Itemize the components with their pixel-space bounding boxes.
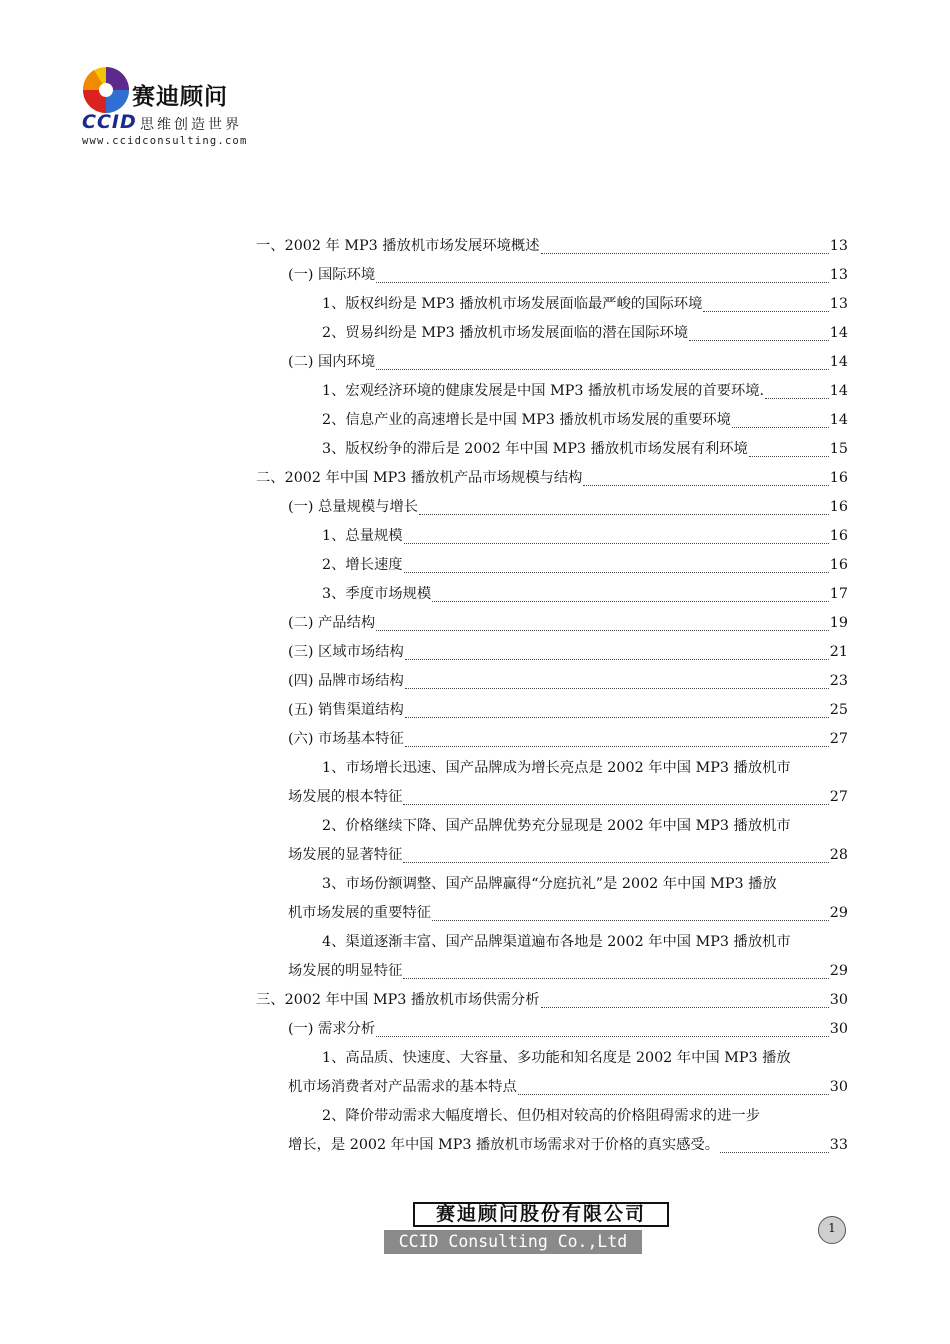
toc-dot-leader <box>720 1151 829 1153</box>
toc-page-number: 14 <box>829 412 848 428</box>
toc-entry[interactable] <box>256 493 848 522</box>
toc-page-number: 16 <box>829 557 848 573</box>
toc-entry[interactable] <box>256 1131 848 1160</box>
toc-page-number: 25 <box>829 702 848 718</box>
toc-entry-line[interactable]: 4、渠道逐渐丰富、国产品牌渠道遍布各地是 2002 年中国 MP3 播放机市 <box>322 934 791 950</box>
toc-page-number: 13 <box>829 267 848 283</box>
toc-entry-title: 1、宏观经济环境的健康发展是中国 MP3 播放机市场发展的首要环境. <box>322 383 765 399</box>
footer-company-en: CCID Consulting Co.,Ltd <box>384 1230 642 1254</box>
toc-page-number: 33 <box>829 1137 848 1153</box>
toc-dot-leader <box>518 1093 829 1095</box>
toc-entry[interactable] <box>256 261 848 290</box>
toc-entry-title: 2、增长速度 <box>322 557 403 573</box>
toc-entry[interactable] <box>256 551 848 580</box>
toc-page-number: 30 <box>829 992 848 1008</box>
toc-entry[interactable] <box>256 986 848 1015</box>
toc-page-number: 14 <box>829 383 848 399</box>
toc-dot-leader <box>405 716 829 718</box>
toc-dot-leader <box>583 484 828 486</box>
toc-entry[interactable] <box>256 406 848 435</box>
toc-entry-title: 机市场发展的重要特征 <box>288 905 431 921</box>
toc-entry[interactable] <box>256 290 848 319</box>
toc-dot-leader <box>405 745 829 747</box>
toc-page-number: 21 <box>829 644 848 660</box>
toc-entry[interactable] <box>256 232 848 261</box>
toc-entry-line[interactable]: 2、降价带动需求大幅度增长、但仍相对较高的价格阻碍需求的进一步 <box>322 1108 760 1124</box>
toc-page-number: 16 <box>829 470 848 486</box>
toc-entry-title: (四) 品牌市场结构 <box>288 673 404 689</box>
toc-dot-leader <box>403 803 828 805</box>
toc-dot-leader <box>432 600 829 602</box>
toc-entry-title: 机市场消费者对产品需求的基本特点 <box>288 1079 517 1095</box>
toc-entry[interactable] <box>256 580 848 609</box>
toc-entry-title: 3、版权纷争的滞后是 2002 年中国 MP3 播放机市场发展有利环境 <box>322 441 748 457</box>
toc-entry-title: (三) 区域市场结构 <box>288 644 404 660</box>
toc-entry-title: 增长，是 2002 年中国 MP3 播放机市场需求对于价格的真实感受。 <box>288 1137 720 1153</box>
toc-dot-leader <box>541 1006 829 1008</box>
toc-dot-leader <box>432 919 829 921</box>
toc-dot-leader <box>376 368 829 370</box>
toc-dot-leader <box>419 513 829 515</box>
toc-entry-title: 场发展的根本特征 <box>288 789 403 805</box>
toc-page-number: 13 <box>829 296 848 312</box>
toc-entry-title: 场发展的明显特征 <box>288 963 403 979</box>
toc-dot-leader <box>403 977 828 979</box>
toc-entry[interactable] <box>256 435 848 464</box>
toc-dot-leader <box>765 397 829 399</box>
toc-page-number: 23 <box>829 673 848 689</box>
toc-page-number: 30 <box>829 1021 848 1037</box>
toc-entry-title: (一) 国际环境 <box>288 267 376 283</box>
toc-entry-title: 2、贸易纠纷是 MP3 播放机市场发展面临的潜在国际环境 <box>322 325 689 341</box>
toc-entry[interactable] <box>256 319 848 348</box>
toc-page-number: 29 <box>829 963 848 979</box>
toc-dot-leader <box>405 658 829 660</box>
toc-dot-leader <box>403 861 828 863</box>
toc-entry-title: 1、版权纠纷是 MP3 播放机市场发展面临最严峻的国际环境 <box>322 296 703 312</box>
toc-dot-leader <box>376 281 829 283</box>
logo-brand: CCID <box>82 111 137 133</box>
toc-dot-leader <box>541 252 829 254</box>
toc-entry-title: 3、季度市场规模 <box>322 586 432 602</box>
toc-entry-title: (二) 产品结构 <box>288 615 376 631</box>
toc-entry-title: (二) 国内环境 <box>288 354 376 370</box>
toc-entry-title: 三、2002 年中国 MP3 播放机市场供需分析 <box>256 992 540 1008</box>
toc-page-number: 27 <box>829 731 848 747</box>
toc-entry[interactable] <box>256 696 848 725</box>
toc-dot-leader <box>404 571 829 573</box>
toc-page-number: 14 <box>829 325 848 341</box>
toc-page-number: 16 <box>829 528 848 544</box>
toc-page-number: 19 <box>829 615 848 631</box>
toc-entry[interactable] <box>256 725 848 754</box>
toc-page-number: 17 <box>829 586 848 602</box>
toc-entry[interactable] <box>256 348 848 377</box>
toc-dot-leader <box>703 310 828 312</box>
toc-dot-leader <box>405 687 829 689</box>
toc-page-number: 13 <box>829 238 848 254</box>
toc-entry-line[interactable]: 1、高品质、快速度、大容量、多功能和知名度是 2002 年中国 MP3 播放 <box>322 1050 791 1066</box>
logo-url: www.ccidconsulting.com <box>82 135 248 147</box>
page-number-badge: 1 <box>818 1216 846 1244</box>
table-of-contents <box>256 232 848 1160</box>
toc-page-number: 30 <box>829 1079 848 1095</box>
toc-dot-leader <box>404 542 829 544</box>
toc-entry-title: 2、信息产业的高速增长是中国 MP3 播放机市场发展的重要环境 <box>322 412 731 428</box>
footer-company-cn: 赛迪顾问股份有限公司 <box>413 1202 669 1227</box>
toc-entry[interactable] <box>256 899 848 928</box>
toc-entry-title: 二、2002 年中国 MP3 播放机产品市场规模与结构 <box>256 470 583 486</box>
toc-dot-leader <box>376 1035 829 1037</box>
toc-entry-title: 场发展的显著特征 <box>288 847 403 863</box>
toc-entry[interactable] <box>256 1073 848 1102</box>
toc-dot-leader <box>749 455 829 457</box>
company-logo <box>82 66 272 156</box>
toc-dot-leader <box>689 339 829 341</box>
toc-page-number: 29 <box>829 905 848 921</box>
toc-page-number: 27 <box>829 789 848 805</box>
toc-page-number: 28 <box>829 847 848 863</box>
toc-page-number: 14 <box>829 354 848 370</box>
toc-entry[interactable] <box>256 377 848 406</box>
toc-page-number: 15 <box>829 441 848 457</box>
toc-entry-title: (一) 需求分析 <box>288 1021 376 1037</box>
toc-entry[interactable] <box>256 667 848 696</box>
ccid-disc-logo-icon <box>82 66 130 114</box>
toc-entry[interactable] <box>256 957 848 986</box>
toc-entry[interactable] <box>256 638 848 667</box>
toc-dot-leader <box>376 629 829 631</box>
logo-chinese-name: 赛迪顾问 <box>132 84 228 110</box>
toc-entry-title: 一、2002 年 MP3 播放机市场发展环境概述 <box>256 238 540 254</box>
logo-slogan: 思维创造世界 <box>140 117 242 133</box>
toc-entry-line[interactable]: 1、市场增长迅速、国产品牌成为增长亮点是 2002 年中国 MP3 播放机市 <box>322 760 791 776</box>
toc-entry-title: (一) 总量规模与增长 <box>288 499 419 515</box>
toc-page-number: 16 <box>829 499 848 515</box>
toc-entry[interactable] <box>256 783 848 812</box>
toc-entry-title: (五) 销售渠道结构 <box>288 702 404 718</box>
toc-entry[interactable] <box>256 522 848 551</box>
toc-entry-line[interactable]: 2、价格继续下降、国产品牌优势充分显现是 2002 年中国 MP3 播放机市 <box>322 818 791 834</box>
toc-entry[interactable] <box>256 1015 848 1044</box>
toc-entry-title: 1、总量规模 <box>322 528 403 544</box>
toc-entry[interactable] <box>256 464 848 493</box>
toc-entry[interactable] <box>256 841 848 870</box>
toc-entry[interactable] <box>256 609 848 638</box>
toc-dot-leader <box>732 426 829 428</box>
toc-entry-title: (六) 市场基本特征 <box>288 731 404 747</box>
toc-entry-line[interactable]: 3、市场份额调整、国产品牌赢得“分庭抗礼”是 2002 年中国 MP3 播放 <box>322 876 777 892</box>
